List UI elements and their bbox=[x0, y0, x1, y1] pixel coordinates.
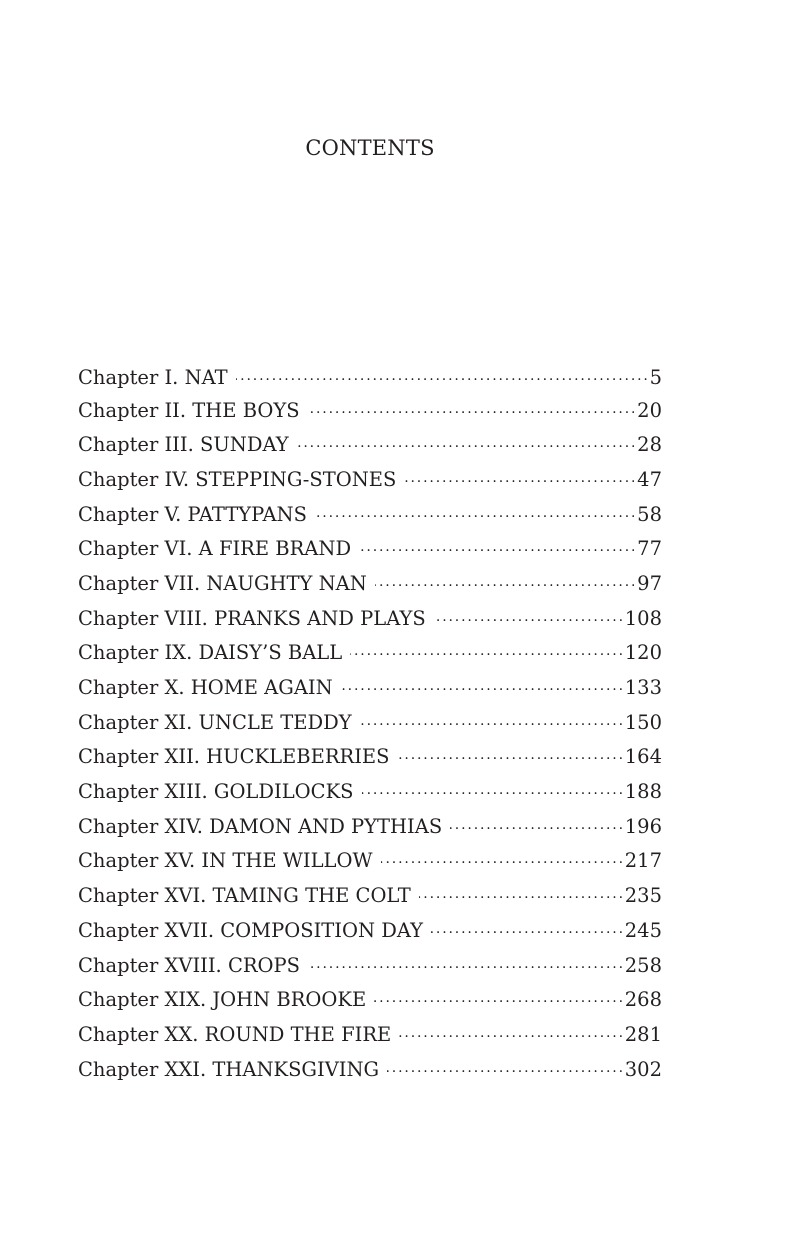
toc-entry-13[interactable] bbox=[78, 779, 662, 814]
toc-entry-20[interactable] bbox=[78, 1021, 662, 1056]
page-number: 120 bbox=[624, 641, 662, 665]
toc-entry-6[interactable] bbox=[78, 536, 662, 571]
toc-entry-11[interactable] bbox=[78, 709, 662, 744]
toc-entry-10[interactable] bbox=[78, 675, 662, 710]
chapter-title: Chapter XV. IN THE WILLOW bbox=[78, 849, 373, 873]
toc-entry-15[interactable] bbox=[78, 848, 662, 883]
chapter-title: Chapter XIII. GOLDILOCKS bbox=[78, 780, 354, 804]
toc-entry-3[interactable] bbox=[78, 432, 662, 467]
toc-entry-5[interactable] bbox=[78, 501, 662, 536]
dot-leader bbox=[434, 605, 622, 625]
dot-leader bbox=[308, 397, 635, 417]
page-title: CONTENTS bbox=[305, 136, 435, 160]
page-number: 258 bbox=[624, 953, 662, 977]
chapter-title: Chapter I. NAT bbox=[78, 365, 228, 389]
page-number: 188 bbox=[624, 780, 662, 804]
page-number: 28 bbox=[637, 433, 662, 457]
page-number: 47 bbox=[637, 467, 662, 491]
chapter-title: Chapter IX. DAISY’S BALL bbox=[78, 641, 343, 665]
dot-leader bbox=[297, 432, 635, 452]
toc-entry-1[interactable] bbox=[78, 364, 662, 397]
chapter-title: Chapter XI. UNCLE TEDDY bbox=[78, 710, 352, 734]
dot-leader bbox=[236, 364, 647, 384]
dot-leader bbox=[359, 536, 634, 556]
page-number: 245 bbox=[624, 918, 662, 942]
toc-entry-19[interactable] bbox=[78, 987, 662, 1022]
page-number: 5 bbox=[649, 365, 662, 389]
toc-entry-2[interactable] bbox=[78, 397, 662, 432]
page-number: 235 bbox=[624, 884, 662, 908]
toc-entry-12[interactable] bbox=[78, 744, 662, 779]
chapter-title: Chapter X. HOME AGAIN bbox=[78, 676, 333, 699]
toc-entry-9[interactable] bbox=[78, 640, 662, 675]
chapter-title: Chapter XIX. JOHN BROOKE bbox=[78, 988, 367, 1012]
toc-entry-17[interactable] bbox=[78, 917, 662, 952]
dot-leader bbox=[398, 744, 622, 764]
chapter-title: Chapter III. SUNDAY bbox=[78, 433, 289, 457]
page-number: 196 bbox=[624, 814, 662, 838]
page-number: 58 bbox=[637, 502, 662, 526]
toc-entry-21[interactable] bbox=[78, 1056, 662, 1091]
page-number: 77 bbox=[637, 537, 662, 561]
page-number: 281 bbox=[624, 1022, 662, 1046]
chapter-title: Chapter XXI. THANKSGIVING bbox=[78, 1057, 380, 1081]
dot-leader bbox=[387, 1056, 622, 1076]
toc-entry-7[interactable] bbox=[78, 570, 662, 605]
dot-leader bbox=[374, 987, 622, 1007]
dot-leader bbox=[360, 709, 622, 729]
dot-leader bbox=[308, 952, 622, 972]
dot-leader bbox=[399, 1021, 622, 1041]
chapter-title: Chapter II. THE BOYS bbox=[78, 398, 300, 422]
toc-entry-16[interactable] bbox=[78, 883, 662, 918]
toc-entry-8[interactable] bbox=[78, 605, 662, 640]
page-number: 108 bbox=[624, 606, 662, 630]
chapter-title: Chapter XX. ROUND THE FIRE bbox=[78, 1022, 392, 1046]
chapter-title: Chapter VI. A FIRE BRAND bbox=[78, 537, 352, 561]
dot-leader bbox=[315, 501, 634, 521]
chapter-title: Chapter IV. STEPPING-STONES bbox=[78, 467, 397, 491]
dot-leader bbox=[375, 570, 634, 590]
dot-leader bbox=[450, 813, 622, 833]
dot-leader bbox=[431, 917, 622, 937]
chapter-title: Chapter XVI. TAMING THE COLT bbox=[78, 884, 411, 908]
chapter-title: Chapter VII. NAUGHTY NAN bbox=[78, 571, 367, 595]
page-number: 97 bbox=[637, 571, 662, 595]
toc-entry-4[interactable] bbox=[78, 466, 662, 501]
page-number: 133 bbox=[624, 676, 662, 699]
chapter-title: Chapter VIII. PRANKS AND PLAYS bbox=[78, 606, 426, 630]
chapter-title: Chapter XIV. DAMON AND PYTHIAS bbox=[78, 814, 443, 838]
dot-leader bbox=[419, 883, 622, 903]
table-of-contents bbox=[78, 364, 662, 1091]
page-number: 164 bbox=[624, 745, 662, 769]
chapter-title: Chapter XII. HUCKLEBERRIES bbox=[78, 745, 390, 769]
toc-entry-18[interactable] bbox=[78, 952, 662, 987]
page-number: 302 bbox=[624, 1057, 662, 1081]
chapter-title: Chapter V. PATTYPANS bbox=[78, 502, 307, 526]
dot-leader bbox=[404, 466, 634, 486]
dot-leader bbox=[341, 675, 622, 695]
chapter-title: Chapter XVII. COMPOSITION DAY bbox=[78, 918, 424, 942]
chapter-title: Chapter XVIII. CROPS bbox=[78, 953, 301, 977]
page-number: 217 bbox=[624, 849, 662, 873]
toc-entry-14[interactable] bbox=[78, 813, 662, 848]
page-number: 150 bbox=[624, 710, 662, 734]
page-number: 20 bbox=[637, 398, 662, 422]
dot-leader bbox=[381, 848, 622, 868]
dot-leader bbox=[350, 640, 622, 660]
dot-leader bbox=[362, 779, 622, 799]
page-number: 268 bbox=[624, 988, 662, 1012]
